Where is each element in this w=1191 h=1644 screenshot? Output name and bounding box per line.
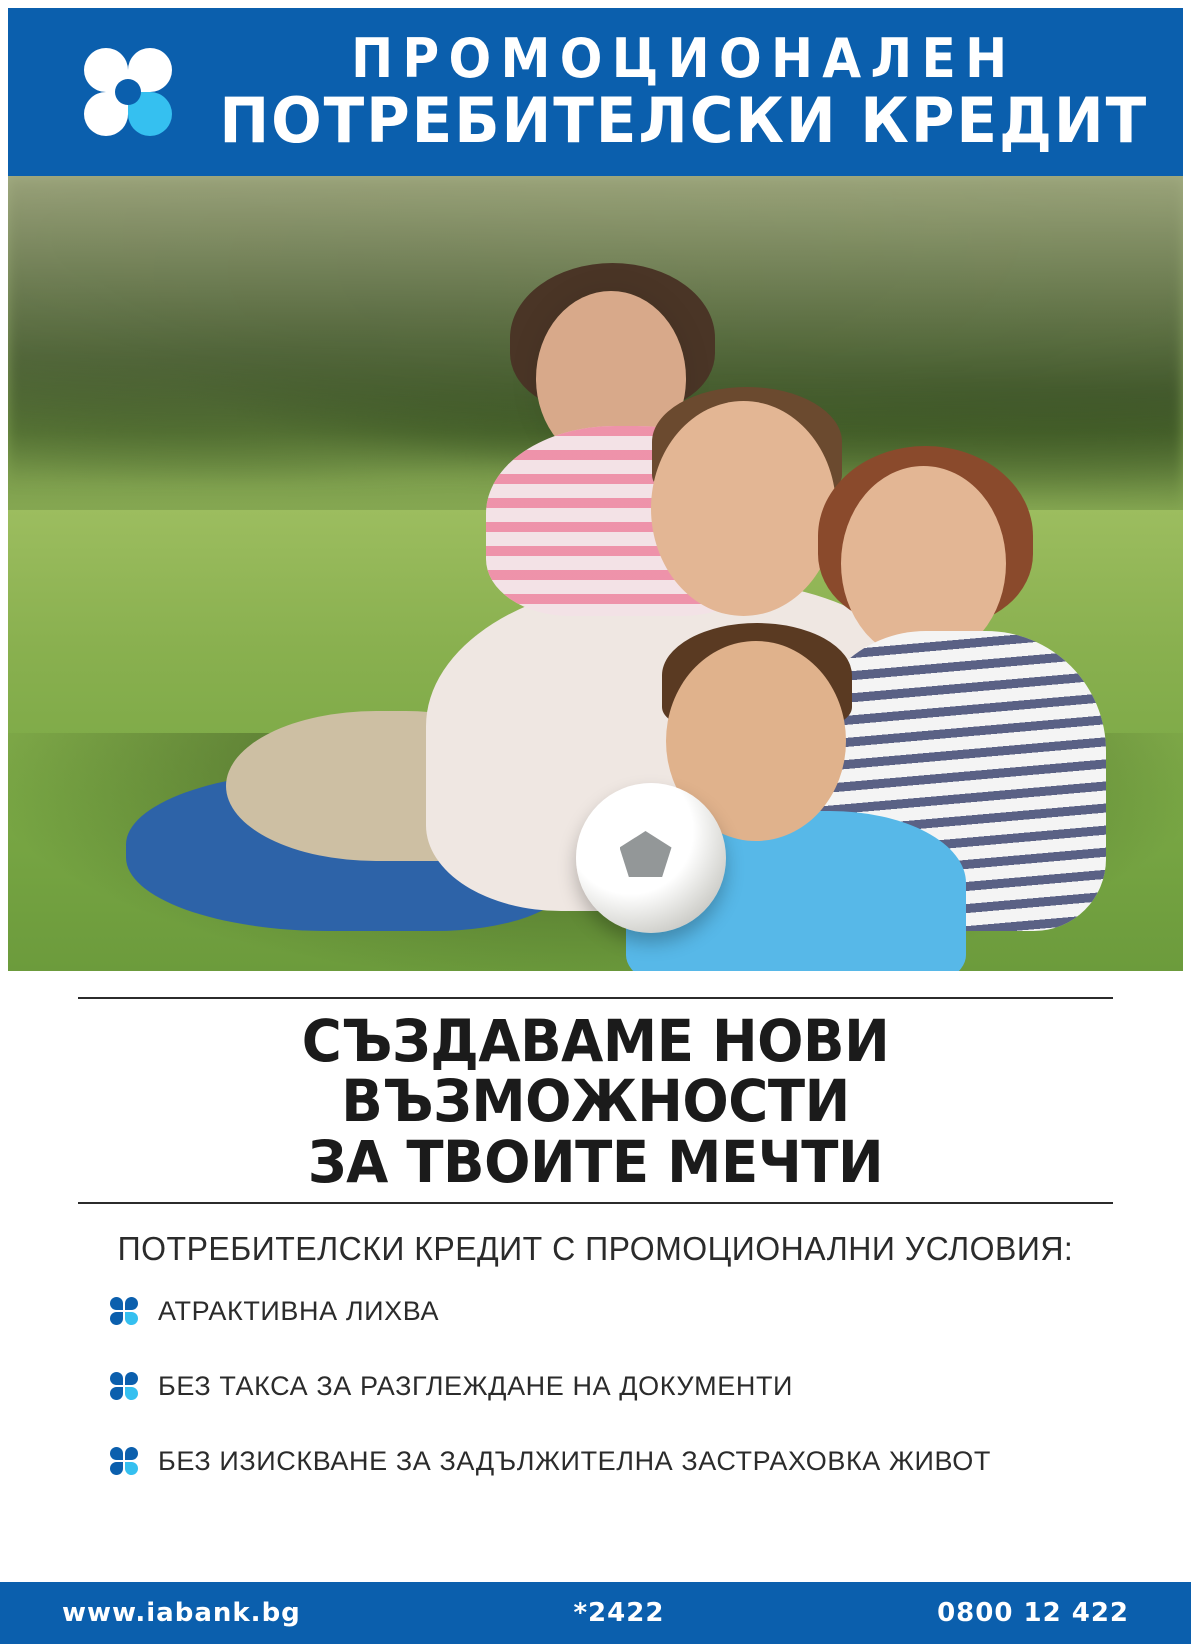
footer-phone[interactable]: 0800 12 422	[937, 1598, 1129, 1628]
benefits-list	[78, 1296, 1113, 1477]
header-titles	[200, 27, 1168, 157]
headline	[109, 999, 1082, 1202]
footer-website[interactable]: www.iabank.bg	[62, 1598, 301, 1628]
football-icon	[576, 783, 726, 933]
header-title-line2: ПОТРЕБИТЕЛСКИ КРЕДИТ	[219, 83, 1149, 157]
bank-logo-icon	[82, 46, 174, 138]
bullet-logo-icon	[110, 1372, 138, 1400]
poster-footer	[0, 1582, 1191, 1644]
list-item	[110, 1371, 1113, 1402]
subheadline: ПОТРЕБИТЕЛСКИ КРЕДИТ С ПРОМОЦИОНАЛНИ УСЛОВИЯ:	[117, 1229, 1074, 1267]
benefit-label: АТРАКТИВНА ЛИХВА	[158, 1295, 440, 1326]
list-item	[110, 1446, 1113, 1477]
benefit-label: БЕЗ ИЗИСКВАНЕ ЗА ЗАДЪЛЖИТЕЛНА ЗАСТРАХОВКА ЖИВОТ	[158, 1445, 991, 1476]
poster-content	[8, 971, 1183, 1582]
bullet-logo-icon	[110, 1447, 138, 1475]
header-title-line1: ПРОМОЦИОНАЛЕН	[351, 27, 1017, 91]
poster-header	[8, 8, 1183, 176]
benefit-label: БЕЗ ТАКСА ЗА РАЗГЛЕЖДАНЕ НА ДОКУМЕНТИ	[158, 1370, 794, 1401]
headline-line1: СЪЗДАВАМЕ НОВИ ВЪЗМОЖНОСТИ	[301, 1007, 890, 1136]
footer-short-number[interactable]: *2422	[573, 1598, 665, 1628]
list-item	[110, 1296, 1113, 1327]
headline-line2: ЗА ТВОИТЕ МЕЧТИ	[307, 1127, 884, 1196]
bullet-logo-icon	[110, 1297, 138, 1325]
hero-photo	[8, 176, 1183, 971]
photo-family	[106, 251, 1086, 971]
